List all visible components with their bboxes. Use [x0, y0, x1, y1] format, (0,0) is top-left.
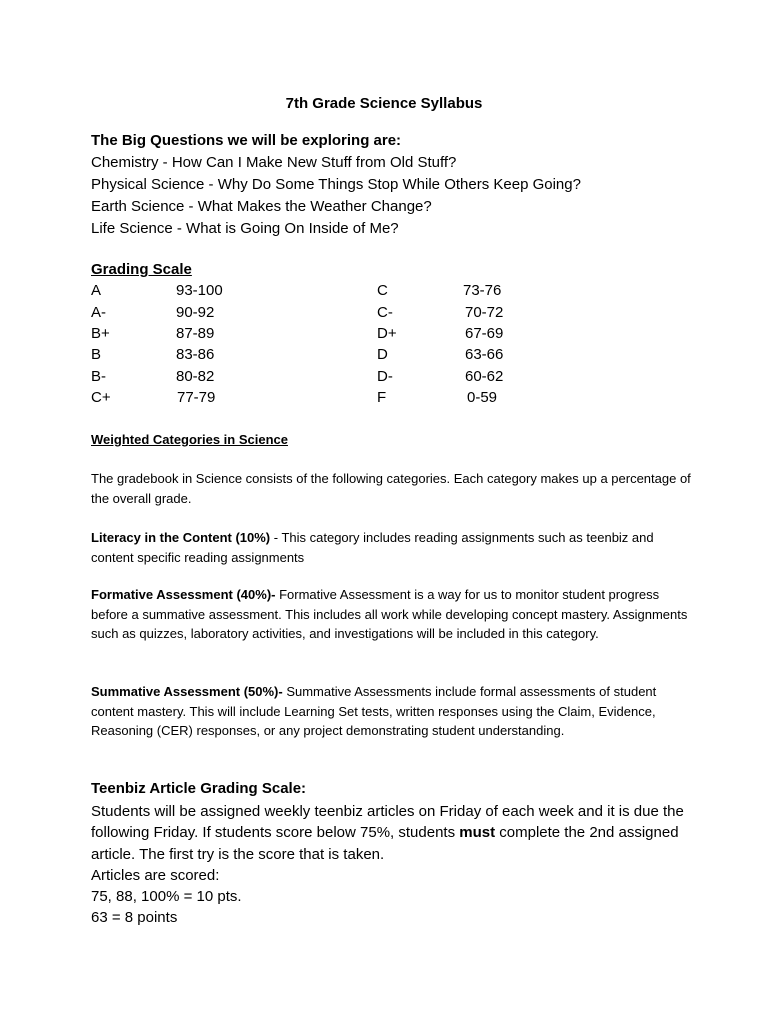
summative-paragraph	[91, 682, 691, 741]
list-item: Physical Science - Why Do Some Things Stop While Others Keep Going?	[91, 176, 581, 193]
grade-letter: C-	[377, 304, 393, 321]
grade-range: 77-79	[177, 389, 216, 406]
grade-range: 0-59	[467, 389, 498, 406]
grade-range: 63-66	[465, 346, 504, 363]
list-item: Chemistry - How Can I Make New Stuff from Old Stuff?	[91, 154, 457, 171]
articles-scored-label: Articles are scored:	[91, 866, 220, 884]
formative-text: Formative Assessment is a way for us to monitor student progress before a summative assessment. This includes all work while developing concept mastery. Assignments such as quizzes, laboratory activities, and investigations will be included in this category.	[91, 587, 688, 641]
grade-row	[0, 366, 768, 388]
grade-range: 87-89	[176, 325, 215, 342]
weighted-categories-heading: Weighted Categories in Science	[91, 432, 288, 447]
list-item: Earth Science - What Makes the Weather Change?	[91, 198, 432, 215]
grading-scale-heading: Grading Scale	[91, 261, 192, 278]
teenbiz-body	[91, 801, 691, 929]
grade-range: 80-82	[176, 368, 215, 385]
literacy-text: - This category includes reading assignments such as teenbiz and content specific reading assignments	[91, 530, 654, 565]
grade-letter: B	[91, 346, 102, 363]
grade-letter: D-	[377, 368, 393, 385]
teenbiz-must: must	[459, 824, 496, 842]
formative-label: Formative Assessment (40%)-	[91, 587, 276, 602]
grade-row	[0, 302, 768, 324]
score-line: 75, 88, 100% = 10 pts.	[91, 888, 242, 906]
literacy-paragraph	[91, 528, 691, 567]
grade-letter: F	[377, 389, 387, 406]
teenbiz-text-before: Students will be assigned weekly teenbiz articles on Friday of each week and it is due the following Friday. If students score below 75%, students	[91, 803, 684, 842]
grade-letter: B-	[91, 368, 106, 385]
weighted-intro: The gradebook in Science consists of the following categories. Each category makes up a percentage of the overall grade.	[91, 471, 691, 506]
grade-letter: A-	[91, 304, 106, 321]
grade-letter: C+	[91, 389, 111, 406]
grade-letter: C	[377, 282, 388, 299]
list-item: Life Science - What is Going On Inside of Me?	[91, 220, 399, 237]
grade-range: 70-72	[465, 304, 504, 321]
literacy-label: Literacy in the Content (10%)	[91, 530, 274, 545]
score-line: 63 = 8 points	[91, 909, 178, 927]
teenbiz-paragraph	[91, 801, 691, 865]
grade-range: 90-92	[176, 304, 215, 321]
teenbiz-text-after: complete the 2nd assigned article. The first try is the score that is taken.	[91, 824, 679, 863]
grade-range: 60-62	[465, 368, 504, 385]
grade-letter: A	[91, 282, 102, 299]
grade-range: 83-86	[176, 346, 215, 363]
grade-row	[0, 280, 768, 302]
grade-range: 93-100	[176, 282, 223, 299]
formative-paragraph	[91, 585, 691, 644]
grade-letter: D+	[377, 325, 397, 342]
summative-text: Summative Assessments include formal assessments of student content mastery. This will include Learning Set tests, written responses using the Claim, Evidence, Reasoning (CER) responses, or any project demonstrating student understanding.	[91, 684, 657, 738]
summative-label: Summative Assessment (50%)-	[91, 684, 283, 699]
grade-letter: B+	[91, 325, 110, 342]
grade-row	[0, 344, 768, 366]
grade-row	[0, 387, 768, 409]
grade-letter: D	[377, 346, 388, 363]
big-questions-list	[91, 152, 581, 240]
grade-range: 73-76	[463, 282, 502, 299]
big-questions-heading: The Big Questions we will be exploring are:	[91, 132, 402, 149]
page-title: 7th Grade Science Syllabus	[285, 95, 483, 112]
grade-range: 67-69	[465, 325, 504, 342]
teenbiz-heading: Teenbiz Article Grading Scale:	[91, 780, 307, 797]
grade-row	[0, 323, 768, 345]
